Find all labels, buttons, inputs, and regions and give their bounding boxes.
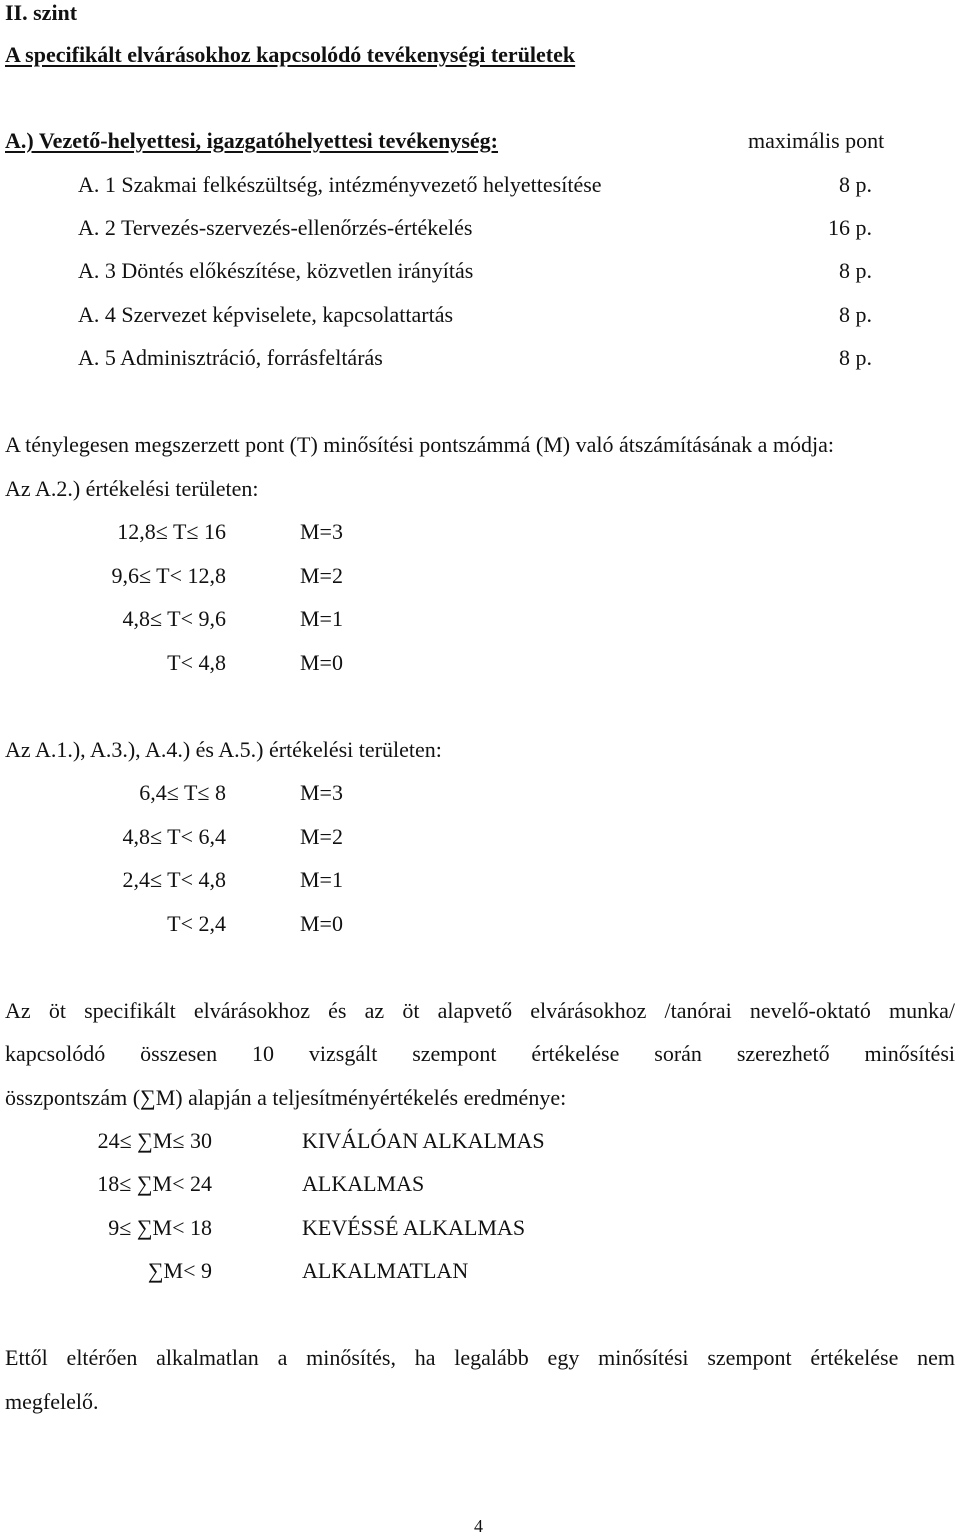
rating-condition: 18≤ ∑M< 24 [97, 1171, 212, 1196]
conversion-intro: A ténylegesen megszerzett pont (T) minősítési pontszámmá (M) való átszámításának a módja: [5, 432, 835, 457]
threshold-condition: 6,4≤ T≤ 8 [139, 780, 226, 805]
threshold-result: M=3 [300, 780, 343, 805]
criterion-points: 8 p. [839, 302, 872, 327]
threshold-condition: 9,6≤ T< 12,8 [111, 563, 226, 588]
threshold-result: M=0 [300, 650, 343, 675]
threshold-condition: 4,8≤ T< 6,4 [122, 824, 226, 849]
threshold-result: M=0 [300, 911, 343, 936]
threshold-result: M=2 [300, 563, 343, 588]
rating-condition: 9≤ ∑M< 18 [108, 1215, 212, 1240]
threshold-condition: 4,8≤ T< 9,6 [122, 606, 226, 631]
criterion-points: 16 p. [828, 215, 872, 240]
rating-condition: ∑M< 9 [147, 1258, 212, 1283]
threshold-result: M=3 [300, 519, 343, 544]
section-title: A specifikált elvárásokhoz kapcsolódó tevékenységi területek [5, 42, 576, 67]
criterion-points: 8 p. [839, 172, 872, 197]
footer-line: megfelelő. [5, 1389, 99, 1414]
summary-line: Az öt specifikált elvárásokhoz és az öt alapvető elvárásokhoz /tanórai nevelő-oktató munka/ [5, 998, 955, 1023]
threshold-result: M=2 [300, 824, 343, 849]
rating-condition: 24≤ ∑M≤ 30 [97, 1128, 212, 1153]
criterion-label: A. 2 Tervezés-szervezés-ellenőrzés-értékelés [78, 215, 473, 240]
threshold-condition: T< 4,8 [167, 650, 226, 675]
criterion-points: 8 p. [839, 345, 872, 370]
criterion-label: A. 5 Adminisztráció, forrásfeltárás [78, 345, 383, 370]
rating-label: KEVÉSSÉ ALKALMAS [302, 1215, 526, 1240]
subsection-title: A.) Vezető-helyettesi, igazgatóhelyettesi tevékenység: [5, 128, 499, 153]
level-title: II. szint [5, 0, 78, 25]
criterion-label: A. 3 Döntés előkészítése, közvetlen irányítás [78, 258, 474, 283]
threshold-result: M=1 [300, 606, 343, 631]
threshold-condition: 12,8≤ T≤ 16 [117, 519, 226, 544]
summary-line: összpontszám (∑M) alapján a teljesítményértékelés eredménye: [5, 1085, 567, 1110]
rating-label: ALKALMAS [302, 1171, 425, 1196]
rating-label: KIVÁLÓAN ALKALMAS [302, 1128, 545, 1153]
threshold-result: M=1 [300, 867, 343, 892]
rating-label: ALKALMATLAN [302, 1258, 469, 1283]
block-other-heading: Az A.1.), A.3.), A.4.) és A.5.) értékelési területen: [5, 737, 442, 762]
page-number: 4 [474, 1516, 483, 1536]
criterion-points: 8 p. [839, 258, 872, 283]
block-a2-heading: Az A.2.) értékelési területen: [5, 476, 259, 501]
max-points-label: maximális pont [748, 128, 885, 153]
footer-line: Ettől eltérően alkalmatlan a minősítés, ha legalább egy minősítési szempont értékelése nem [5, 1345, 955, 1370]
criterion-label: A. 1 Szakmai felkészültség, intézményvezető helyettesítése [78, 172, 602, 197]
threshold-condition: T< 2,4 [167, 911, 226, 936]
threshold-condition: 2,4≤ T< 4,8 [122, 867, 226, 892]
summary-line: kapcsolódó összesen 10 vizsgált szempont értékelése során szerezhető minősítési [5, 1041, 955, 1066]
criterion-label: A. 4 Szervezet képviselete, kapcsolattartás [78, 302, 454, 327]
